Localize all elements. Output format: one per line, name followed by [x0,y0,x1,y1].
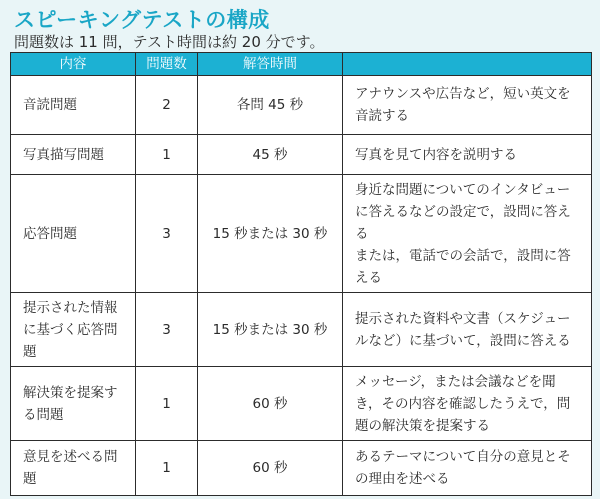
row-description: メッセージ，または会議などを聞き，その内容を確認したうえで，問題の解決策を提案する [343,367,592,441]
row-name: 音読問題 [11,76,136,135]
row-name: 意見を述べる問題 [11,441,136,496]
page-title: スピーキングテストの構成 [14,8,270,32]
row-time: 60 秒 [198,441,343,496]
table-row [11,441,592,496]
row-time: 15 秒または 30 秒 [198,293,343,367]
row-count: 3 [136,293,198,367]
row-count: 1 [136,441,198,496]
row-description: アナウンスや広告など，短い英文を音読する [343,76,592,135]
header-time: 解答時間 [198,53,343,76]
page-subtitle: 問題数は 11 問，テスト時間は約 20 分です。 [14,33,325,51]
row-name: 応答問題 [11,175,136,293]
row-name: 解決策を提案する問題 [11,367,136,441]
row-count: 1 [136,367,198,441]
header-content: 内容 [11,53,136,76]
row-description: 身近な問題についてのインタビューに答えるなどの設定で，設問に答える または，電話での会話で，設問に答える [343,175,592,293]
row-time: 45 秒 [198,135,343,175]
table-row [11,76,592,135]
table-header-row [11,53,592,76]
row-time: 60 秒 [198,367,343,441]
row-name: 提示された情報に基づく応答問題 [11,293,136,367]
row-description: 写真を見て内容を説明する [343,135,592,175]
table-row [11,135,592,175]
row-count: 1 [136,135,198,175]
speaking-test-table [10,52,592,496]
row-time: 15 秒または 30 秒 [198,175,343,293]
header-count: 問題数 [136,53,198,76]
row-count: 3 [136,175,198,293]
row-count: 2 [136,76,198,135]
table-row [11,175,592,293]
row-name: 写真描写問題 [11,135,136,175]
row-description: あるテーマについて自分の意見とその理由を述べる [343,441,592,496]
row-time: 各問 45 秒 [198,76,343,135]
table-row [11,367,592,441]
header-description [343,53,592,76]
table-row [11,293,592,367]
row-description: 提示された資料や文書（スケジュールなど）に基づいて，設問に答える [343,293,592,367]
